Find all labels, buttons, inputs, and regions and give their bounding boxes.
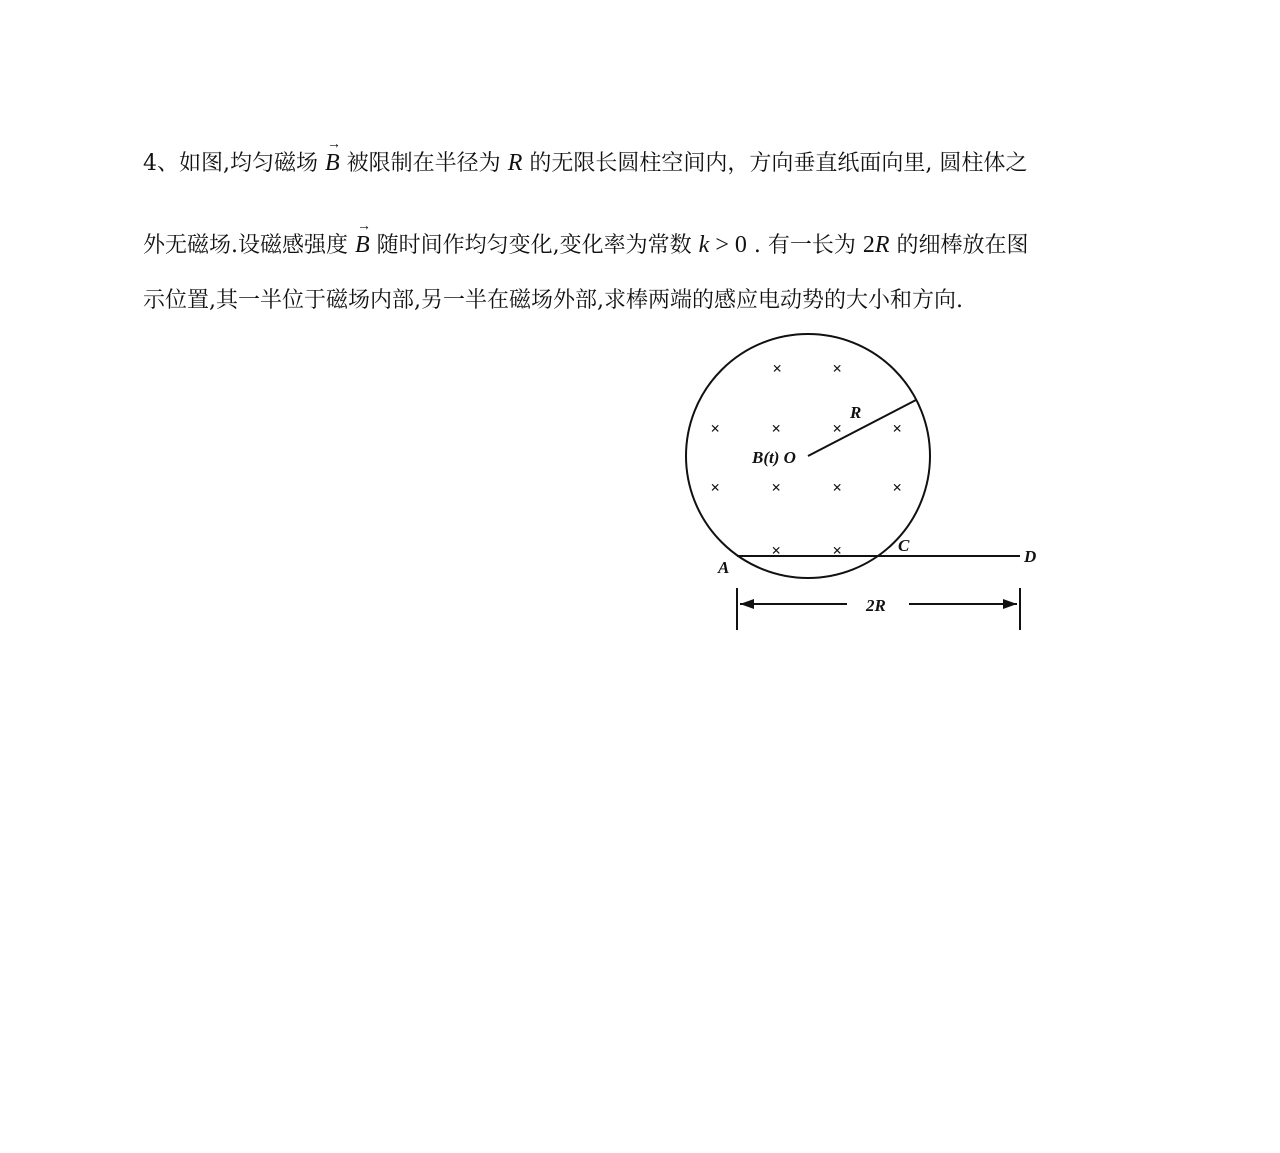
variable-r: R xyxy=(874,232,890,258)
field-mark: × xyxy=(771,419,781,438)
field-mark: × xyxy=(832,419,842,438)
point-c-label: C xyxy=(898,536,910,555)
problem-line-3 xyxy=(143,283,963,314)
field-mark: × xyxy=(892,419,902,438)
dimension-arrow-left xyxy=(740,599,754,609)
field-mark: × xyxy=(771,478,781,497)
field-mark: × xyxy=(832,478,842,497)
field-mark: × xyxy=(832,359,842,378)
point-d-label: D xyxy=(1024,547,1037,566)
text-segment: 外无磁场.设磁感强度 xyxy=(143,233,348,258)
text-segment: 被限制在半径为 xyxy=(346,151,501,176)
coefficient-two: 2 xyxy=(862,232,875,258)
center-label: B(t) O xyxy=(752,448,796,467)
problem-line-1 xyxy=(143,137,1028,177)
problem-line-2 xyxy=(143,219,1029,259)
vector-b-symbol xyxy=(355,219,371,259)
text-segment: . 有一长为 xyxy=(753,233,856,258)
variable-b: B xyxy=(355,232,370,258)
field-mark: × xyxy=(710,419,720,438)
text-segment: 4、如图,均匀磁场 xyxy=(143,151,318,176)
greater-than-operator: > xyxy=(709,232,735,258)
field-mark: × xyxy=(832,541,842,560)
variable-r: R xyxy=(507,150,523,176)
field-mark: × xyxy=(772,359,782,378)
dimension-arrow-right xyxy=(1003,599,1017,609)
radius-label: R xyxy=(850,403,862,422)
vector-b-symbol xyxy=(325,137,341,177)
vector-arrow: → xyxy=(327,137,341,152)
point-a-label: A xyxy=(718,558,730,577)
text-segment: 的细棒放在图 xyxy=(896,233,1029,258)
field-mark: × xyxy=(710,478,720,497)
zero-value: 0 xyxy=(734,232,747,258)
variable-b: B xyxy=(325,150,340,176)
field-mark: × xyxy=(771,541,781,560)
text-segment: 随时间作均匀变化,变化率为常数 xyxy=(376,233,692,258)
text-segment: 的无限长圆柱空间内，方向垂直纸面向里, 圆柱体之 xyxy=(529,151,1028,176)
text-segment: 示位置,其一半位于磁场内部,另一半在磁场外部,求棒两端的感应电动势的大小和方向. xyxy=(143,288,963,313)
figure-svg xyxy=(600,318,1120,650)
length-label: 2R xyxy=(866,596,886,615)
magnetic-field-figure xyxy=(600,318,1120,650)
vector-arrow: → xyxy=(357,219,371,234)
field-mark: × xyxy=(892,478,902,497)
variable-k: k xyxy=(698,232,710,258)
